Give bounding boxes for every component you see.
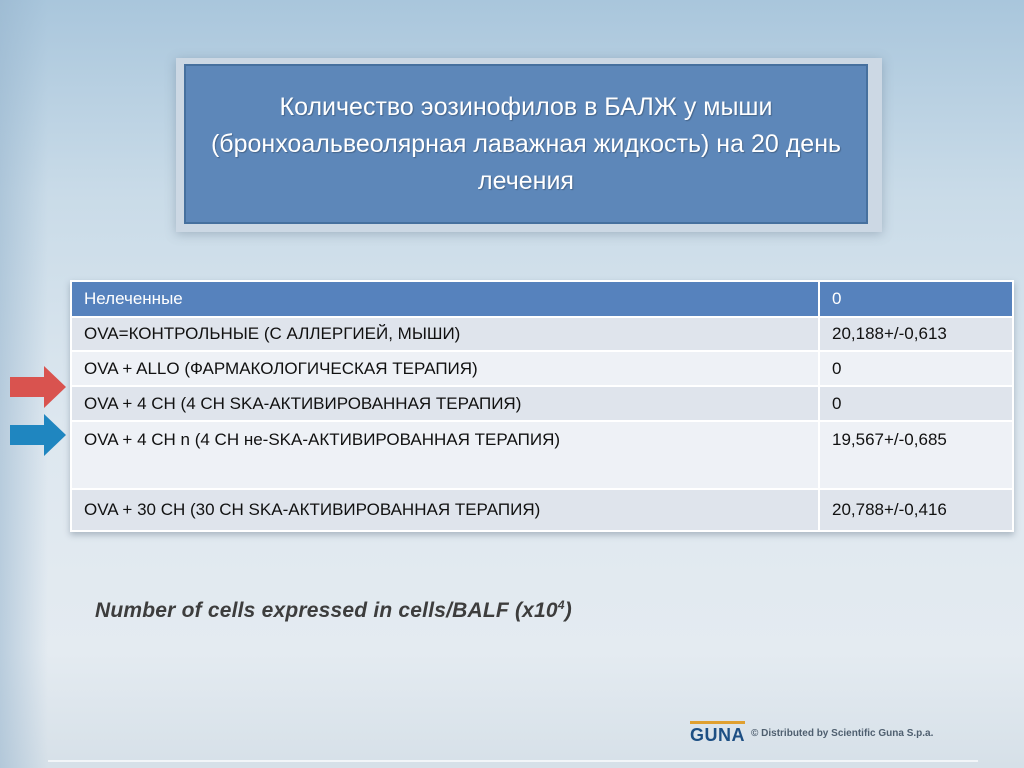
table-row [71,386,1013,421]
row-value-cell: 20,788+/-0,416 [819,489,1013,531]
header-label-cell: Нелеченные [71,281,819,317]
red-arrow-right-icon [10,366,66,408]
eosinophil-table [70,280,1014,532]
row-label-cell: OVA=КОНТРОЛЬНЫЕ (С АЛЛЕРГИЕЙ, МЫШИ) [71,317,819,351]
row-label-cell: OVA + 4 CH n (4 CH не-SKA-АКТИВИРОВАННАЯ ТЕРАПИЯ) [71,421,819,489]
row-label-cell: OVA + ALLO (ФАРМАКОЛОГИЧЕСКАЯ ТЕРАПИЯ) [71,351,819,386]
blue-arrow-right-icon [10,414,66,456]
units-caption [95,598,572,623]
header-value-cell: 0 [819,281,1013,317]
table-row [71,421,1013,489]
divider [48,760,978,762]
guna-logo: GUNA [690,721,745,746]
caption-close: ) [564,599,572,622]
row-value-cell: 0 [819,386,1013,421]
slide-title: Количество эозинофилов в БАЛЖ у мыши (бронхоальвеолярная лаважная жидкость) на 20 день лечения [210,92,842,195]
row-value-cell: 19,567+/-0,685 [819,421,1013,489]
row-value-cell: 20,188+/-0,613 [819,317,1013,351]
title-panel [184,64,868,224]
caption-exponent: 4 [557,598,565,612]
caption-text: Number of cells expressed in cells/BALF (x10 [95,599,558,622]
table-row [71,489,1013,531]
table-row [71,317,1013,351]
row-label-cell: OVA + 4 CH (4 CH SKA-АКТИВИРОВАННАЯ ТЕРАПИЯ) [71,386,819,421]
copyright-text: © Distributed by Scientific Guna S.p.a. [751,727,934,739]
table-header-row [71,281,1013,317]
title-box [176,58,882,232]
row-value-cell: 0 [819,351,1013,386]
table-row [71,351,1013,386]
footer-logo [690,720,933,746]
row-label-cell: OVA + 30 CH (30 CH SKA-АКТИВИРОВАННАЯ ТЕРАПИЯ) [71,489,819,531]
